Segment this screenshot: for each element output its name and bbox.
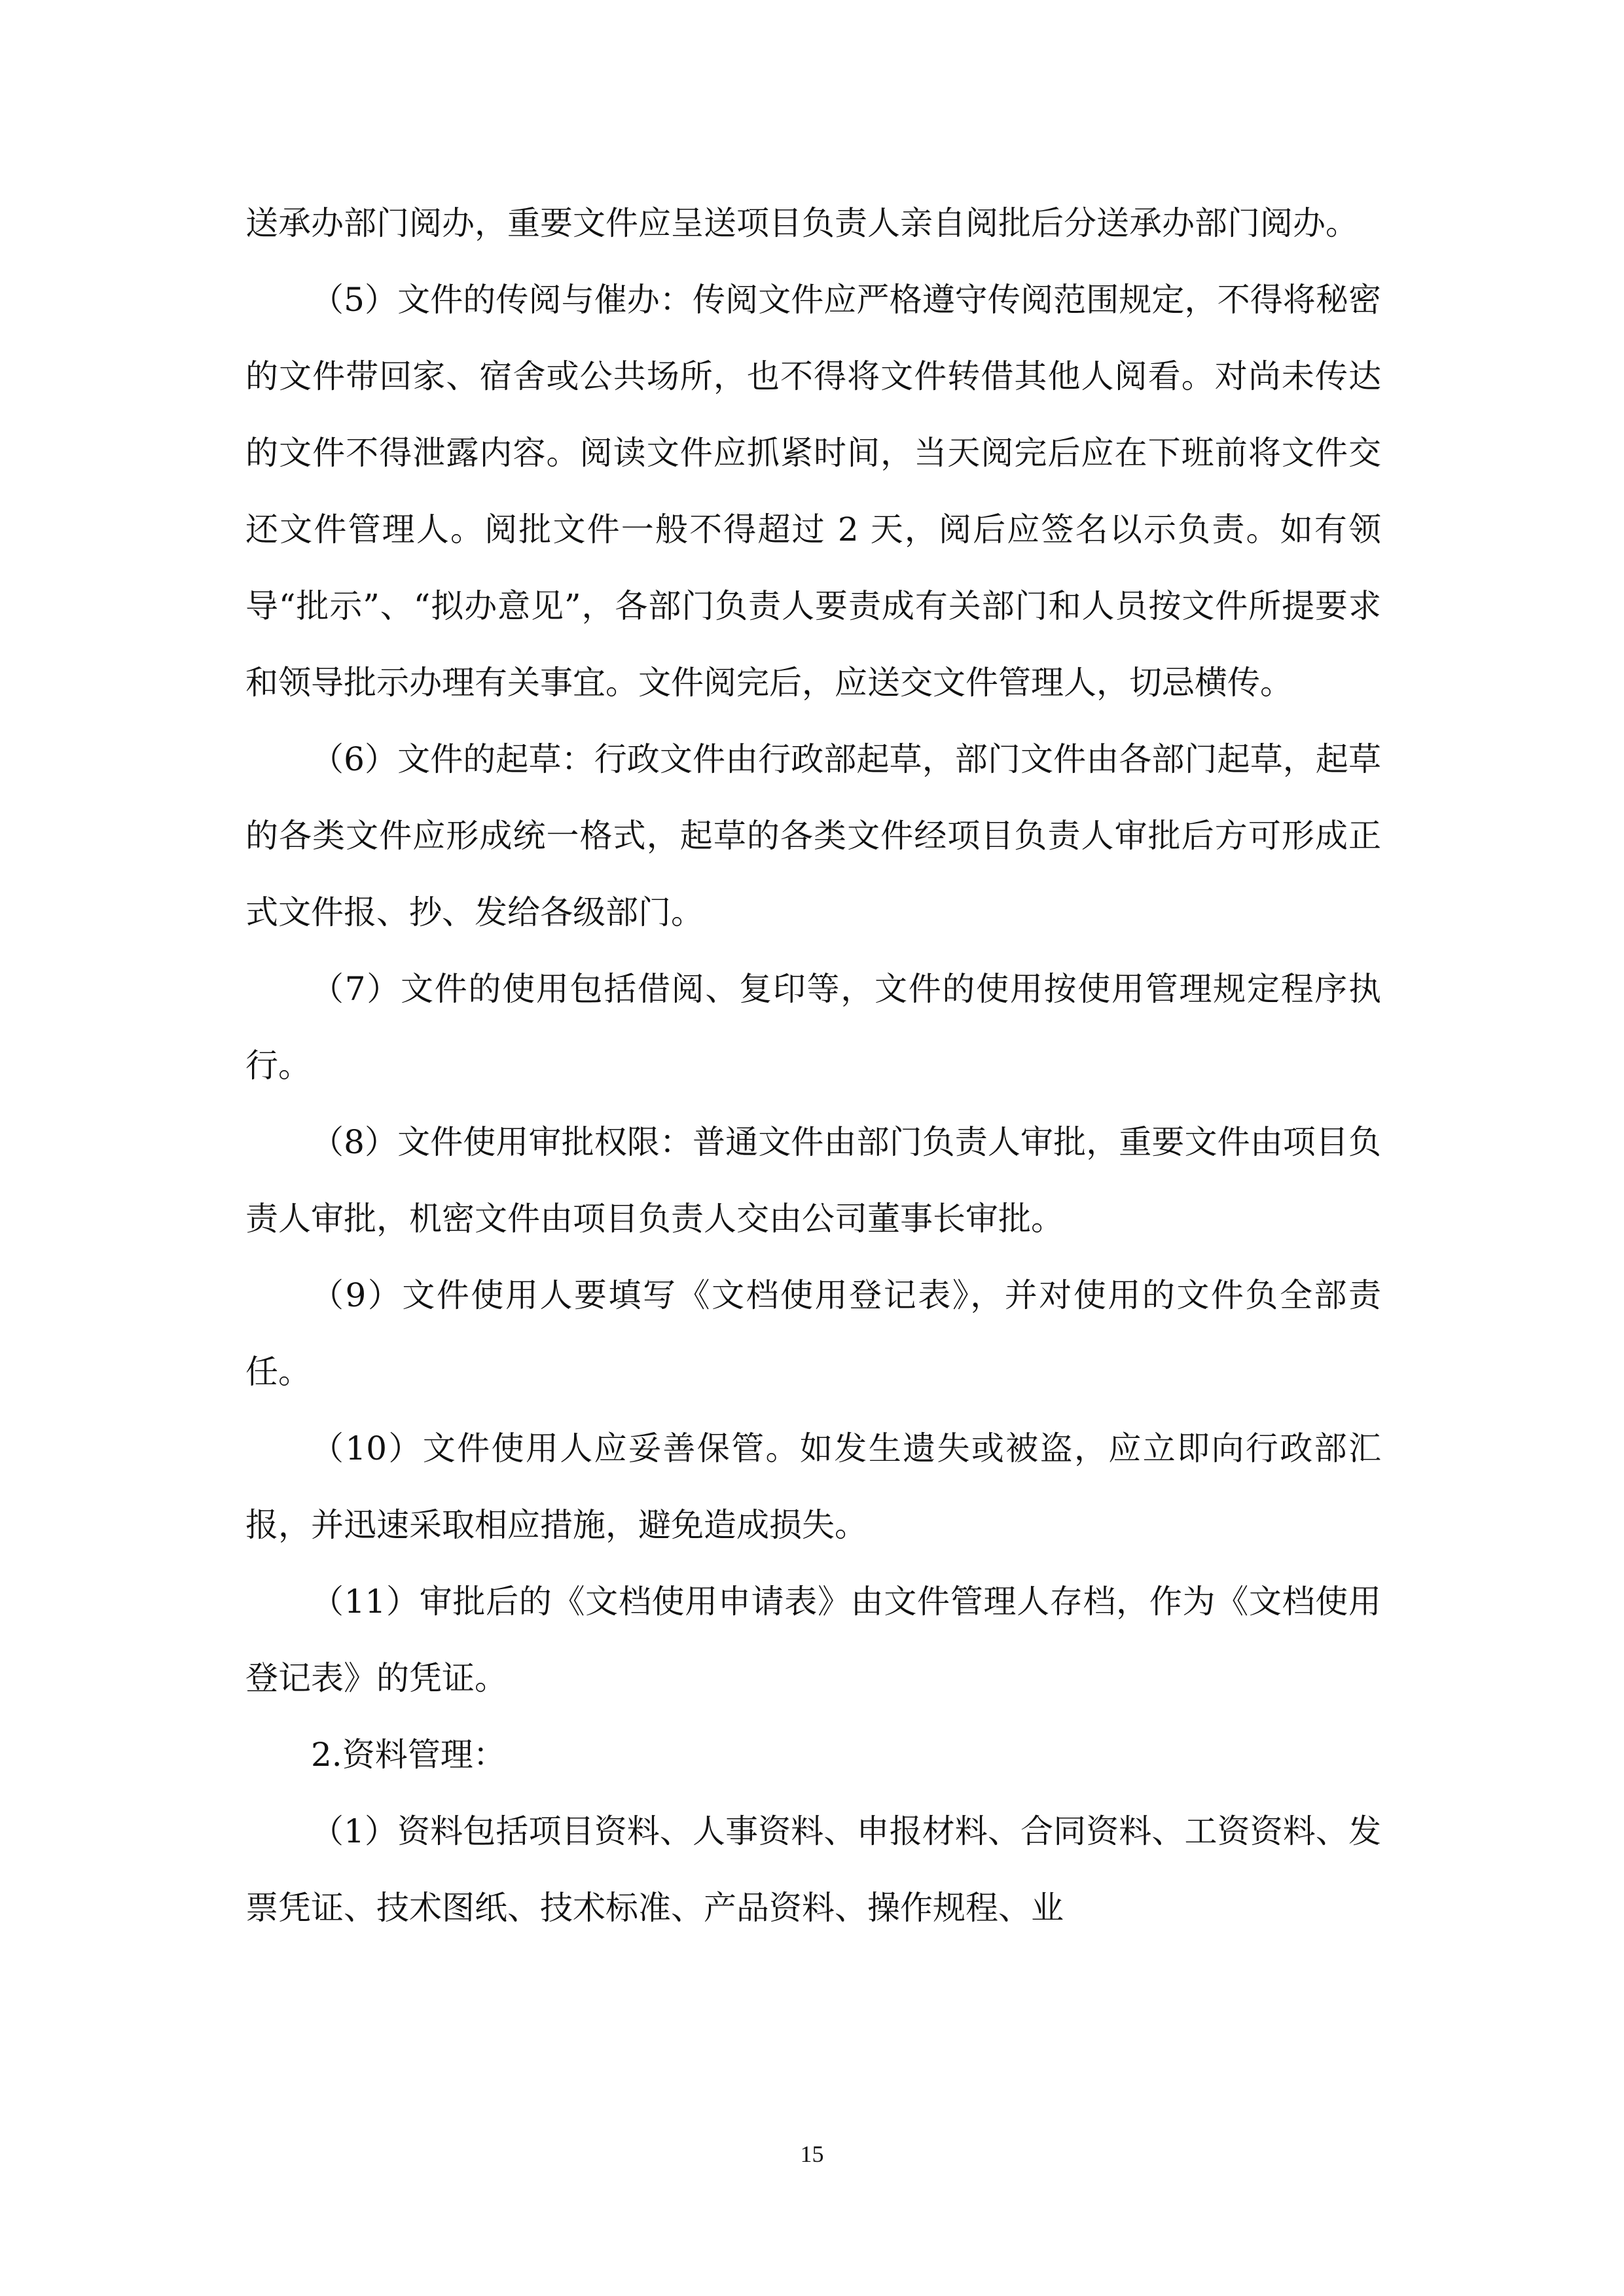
paragraph-item-7: （7）文件的使用包括借阅、复印等，文件的使用按使用管理规定程序执行。 — [245, 970, 1381, 1085]
section-heading-materials: 2.资料管理： — [311, 1736, 506, 1774]
page-number: 15 — [800, 2141, 824, 2167]
paragraph-item-9: （9）文件使用人要填写《文档使用登记表》，并对使用的文件负全部责任。 — [245, 1276, 1381, 1391]
document-body — [245, 185, 1381, 1946]
paragraph-item-8: （8）文件使用审批权限：普通文件由部门负责人审批，重要文件由项目负责人审批，机密文件由项目负责人交由公司董事长审批。 — [245, 1123, 1381, 1238]
paragraph-item-11: （11）审批后的《文档使用申请表》由文件管理人存档，作为《文档使用登记表》的凭证。 — [245, 1583, 1381, 1697]
paragraph-item-10: （10）文件使用人应妥善保管。如发生遗失或被盗，应立即向行政部汇报，并迅速采取相应措施，避免造成损失。 — [245, 1429, 1381, 1544]
paragraph-continuation: 送承办部门阅办，重要文件应呈送项目负责人亲自阅批后分送承办部门阅办。 — [245, 204, 1358, 242]
paragraph-item-6: （6）文件的起草：行政文件由行政部起草，部门文件由各部门起草，起草的各类文件应形成统一格式，起草的各类文件经项目负责人审批后方可形成正式文件报、抄、发给各级部门。 — [245, 740, 1381, 931]
paragraph-item-5: （5）文件的传阅与催办：传阅文件应严格遵守传阅范围规定，不得将秘密的文件带回家、宿舍或公共场所，也不得将文件转借其他人阅看。对尚未传达的文件不得泄露内容。阅读文件应抓紧时间，当天阅完后应在下班前将文件交还文件管理人。阅批文件一般不得超过 2 天，阅后应签名以示负责。如有领导“批示”、“拟办意见”，各部门负责人要责成有关部门和人员按文件所提要求和领导批示办理有关事宜。文件阅完后，应送交文件管理人，切忌横传。 — [245, 281, 1381, 702]
paragraph-materials-item-1: （1）资料包括项目资料、人事资料、申报材料、合同资料、工资资料、发票凭证、技术图纸、技术标准、产品资料、操作规程、业 — [245, 1812, 1381, 1927]
